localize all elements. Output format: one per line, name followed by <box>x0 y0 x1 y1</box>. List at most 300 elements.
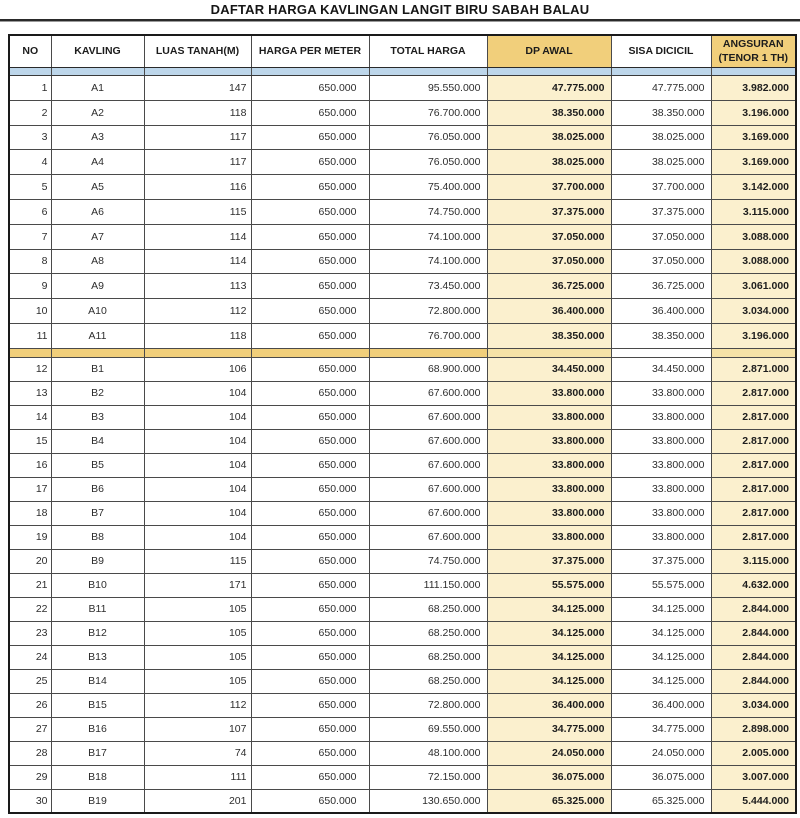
block-a-rows <box>9 76 796 349</box>
cell-no: 27 <box>9 717 51 741</box>
cell-total-harga: 67.600.000 <box>369 525 487 549</box>
cell-dp-awal: 65.325.000 <box>487 789 611 813</box>
header-luas-tanah: LUAS TANAH(M) <box>144 35 251 68</box>
cell-dp-awal: 36.400.000 <box>487 693 611 717</box>
cell-harga-per-meter: 650.000 <box>251 453 369 477</box>
cell-dp-awal: 33.800.000 <box>487 429 611 453</box>
cell-harga-per-meter: 650.000 <box>251 741 369 765</box>
cell-kavling: A2 <box>51 100 144 125</box>
cell-kavling: A1 <box>51 76 144 101</box>
cell-angsuran: 3.169.000 <box>711 150 796 175</box>
table-row <box>9 249 796 274</box>
cell-no: 8 <box>9 249 51 274</box>
cell-kavling: B16 <box>51 717 144 741</box>
cell-kavling: B2 <box>51 381 144 405</box>
cell-no: 25 <box>9 669 51 693</box>
cell-no: 4 <box>9 150 51 175</box>
cell-sisa-dicicil: 34.125.000 <box>611 645 711 669</box>
table-row <box>9 717 796 741</box>
spacer-cell <box>51 68 144 76</box>
table-row <box>9 741 796 765</box>
table-row <box>9 299 796 324</box>
cell-angsuran: 5.444.000 <box>711 789 796 813</box>
cell-dp-awal: 37.050.000 <box>487 249 611 274</box>
cell-angsuran: 2.817.000 <box>711 381 796 405</box>
table-row <box>9 429 796 453</box>
header-row <box>9 35 796 68</box>
cell-harga-per-meter: 650.000 <box>251 693 369 717</box>
cell-kavling: B15 <box>51 693 144 717</box>
spacer-cell <box>251 68 369 76</box>
cell-total-harga: 67.600.000 <box>369 501 487 525</box>
cell-kavling: B12 <box>51 621 144 645</box>
cell-no: 16 <box>9 453 51 477</box>
table-row <box>9 381 796 405</box>
cell-total-harga: 72.800.000 <box>369 299 487 324</box>
cell-luas-tanah: 107 <box>144 717 251 741</box>
cell-sisa-dicicil: 33.800.000 <box>611 381 711 405</box>
cell-angsuran: 3.115.000 <box>711 199 796 224</box>
cell-kavling: B14 <box>51 669 144 693</box>
cell-luas-tanah: 104 <box>144 501 251 525</box>
cell-harga-per-meter: 650.000 <box>251 597 369 621</box>
cell-kavling: A8 <box>51 249 144 274</box>
cell-luas-tanah: 115 <box>144 549 251 573</box>
cell-sisa-dicicil: 65.325.000 <box>611 789 711 813</box>
cell-kavling: B7 <box>51 501 144 525</box>
cell-sisa-dicicil: 34.450.000 <box>611 357 711 381</box>
cell-luas-tanah: 104 <box>144 453 251 477</box>
cell-sisa-dicicil: 34.125.000 <box>611 597 711 621</box>
cell-harga-per-meter: 650.000 <box>251 249 369 274</box>
cell-no: 10 <box>9 299 51 324</box>
cell-luas-tanah: 117 <box>144 150 251 175</box>
cell-harga-per-meter: 650.000 <box>251 621 369 645</box>
table-row <box>9 573 796 597</box>
cell-kavling: B4 <box>51 429 144 453</box>
cell-total-harga: 68.250.000 <box>369 621 487 645</box>
cell-no: 22 <box>9 597 51 621</box>
cell-harga-per-meter: 650.000 <box>251 125 369 150</box>
cell-no: 28 <box>9 741 51 765</box>
cell-sisa-dicicil: 33.800.000 <box>611 429 711 453</box>
cell-angsuran: 2.005.000 <box>711 741 796 765</box>
cell-kavling: B9 <box>51 549 144 573</box>
cell-total-harga: 68.250.000 <box>369 597 487 621</box>
cell-luas-tanah: 104 <box>144 405 251 429</box>
cell-kavling: B8 <box>51 525 144 549</box>
cell-angsuran: 2.844.000 <box>711 621 796 645</box>
cell-total-harga: 130.650.000 <box>369 789 487 813</box>
spacer-cell <box>487 348 611 357</box>
cell-dp-awal: 38.350.000 <box>487 100 611 125</box>
cell-angsuran: 2.871.000 <box>711 357 796 381</box>
cell-harga-per-meter: 650.000 <box>251 199 369 224</box>
cell-sisa-dicicil: 33.800.000 <box>611 405 711 429</box>
cell-total-harga: 72.800.000 <box>369 693 487 717</box>
table-row <box>9 175 796 200</box>
table-row <box>9 405 796 429</box>
header-dp-awal: DP AWAL <box>487 35 611 68</box>
cell-harga-per-meter: 650.000 <box>251 224 369 249</box>
cell-no: 5 <box>9 175 51 200</box>
cell-harga-per-meter: 650.000 <box>251 150 369 175</box>
cell-no: 1 <box>9 76 51 101</box>
cell-no: 7 <box>9 224 51 249</box>
cell-angsuran: 3.196.000 <box>711 323 796 348</box>
spacer-cell <box>144 348 251 357</box>
cell-luas-tanah: 104 <box>144 477 251 501</box>
cell-total-harga: 74.750.000 <box>369 549 487 573</box>
table-row <box>9 525 796 549</box>
table-row <box>9 693 796 717</box>
cell-sisa-dicicil: 33.800.000 <box>611 453 711 477</box>
cell-kavling: B5 <box>51 453 144 477</box>
spacer-cell <box>611 348 711 357</box>
table-row <box>9 765 796 789</box>
cell-kavling: B17 <box>51 741 144 765</box>
cell-luas-tanah: 105 <box>144 597 251 621</box>
cell-luas-tanah: 114 <box>144 249 251 274</box>
cell-sisa-dicicil: 55.575.000 <box>611 573 711 597</box>
cell-luas-tanah: 105 <box>144 669 251 693</box>
gold-spacer-row <box>9 348 796 357</box>
cell-angsuran: 2.817.000 <box>711 405 796 429</box>
header-harga-per-meter: HARGA PER METER <box>251 35 369 68</box>
spacer-cell <box>9 348 51 357</box>
cell-total-harga: 74.100.000 <box>369 224 487 249</box>
cell-luas-tanah: 115 <box>144 199 251 224</box>
cell-kavling: A5 <box>51 175 144 200</box>
cell-luas-tanah: 117 <box>144 125 251 150</box>
spacer-cell <box>9 68 51 76</box>
cell-angsuran: 2.817.000 <box>711 501 796 525</box>
table-row <box>9 501 796 525</box>
cell-luas-tanah: 105 <box>144 645 251 669</box>
cell-no: 3 <box>9 125 51 150</box>
spacer-cell <box>369 68 487 76</box>
cell-dp-awal: 34.775.000 <box>487 717 611 741</box>
cell-harga-per-meter: 650.000 <box>251 669 369 693</box>
cell-harga-per-meter: 650.000 <box>251 175 369 200</box>
cell-angsuran: 3.982.000 <box>711 76 796 101</box>
table-header <box>9 35 796 76</box>
cell-luas-tanah: 104 <box>144 525 251 549</box>
table-row <box>9 199 796 224</box>
cell-kavling: B11 <box>51 597 144 621</box>
spacer-cell <box>144 68 251 76</box>
cell-dp-awal: 33.800.000 <box>487 381 611 405</box>
cell-total-harga: 74.750.000 <box>369 199 487 224</box>
cell-dp-awal: 36.400.000 <box>487 299 611 324</box>
cell-sisa-dicicil: 37.050.000 <box>611 224 711 249</box>
cell-harga-per-meter: 650.000 <box>251 501 369 525</box>
cell-angsuran: 3.196.000 <box>711 100 796 125</box>
cell-dp-awal: 37.050.000 <box>487 224 611 249</box>
cell-kavling: B1 <box>51 357 144 381</box>
cell-angsuran: 3.007.000 <box>711 765 796 789</box>
cell-sisa-dicicil: 37.375.000 <box>611 199 711 224</box>
cell-dp-awal: 47.775.000 <box>487 76 611 101</box>
cell-total-harga: 68.900.000 <box>369 357 487 381</box>
table-row <box>9 669 796 693</box>
cell-angsuran: 4.632.000 <box>711 573 796 597</box>
table-row <box>9 323 796 348</box>
cell-kavling: B19 <box>51 789 144 813</box>
cell-dp-awal: 34.125.000 <box>487 597 611 621</box>
cell-kavling: A4 <box>51 150 144 175</box>
cell-sisa-dicicil: 37.700.000 <box>611 175 711 200</box>
header-no: NO <box>9 35 51 68</box>
cell-sisa-dicicil: 24.050.000 <box>611 741 711 765</box>
cell-no: 26 <box>9 693 51 717</box>
cell-total-harga: 68.250.000 <box>369 645 487 669</box>
cell-total-harga: 74.100.000 <box>369 249 487 274</box>
cell-luas-tanah: 114 <box>144 224 251 249</box>
cell-total-harga: 48.100.000 <box>369 741 487 765</box>
cell-dp-awal: 55.575.000 <box>487 573 611 597</box>
table-row <box>9 224 796 249</box>
cell-sisa-dicicil: 38.025.000 <box>611 125 711 150</box>
cell-luas-tanah: 74 <box>144 741 251 765</box>
spacer-cell <box>711 68 796 76</box>
cell-dp-awal: 36.725.000 <box>487 274 611 299</box>
cell-sisa-dicicil: 36.725.000 <box>611 274 711 299</box>
cell-dp-awal: 38.025.000 <box>487 125 611 150</box>
cell-no: 13 <box>9 381 51 405</box>
table-row <box>9 274 796 299</box>
spacer-cell <box>251 348 369 357</box>
cell-angsuran: 3.169.000 <box>711 125 796 150</box>
cell-angsuran: 3.115.000 <box>711 549 796 573</box>
cell-total-harga: 95.550.000 <box>369 76 487 101</box>
cell-no: 20 <box>9 549 51 573</box>
spacer-cell <box>611 68 711 76</box>
cell-no: 18 <box>9 501 51 525</box>
cell-total-harga: 67.600.000 <box>369 381 487 405</box>
cell-total-harga: 111.150.000 <box>369 573 487 597</box>
cell-harga-per-meter: 650.000 <box>251 76 369 101</box>
cell-dp-awal: 34.125.000 <box>487 621 611 645</box>
cell-sisa-dicicil: 38.350.000 <box>611 323 711 348</box>
cell-total-harga: 68.250.000 <box>369 669 487 693</box>
table-row <box>9 76 796 101</box>
cell-sisa-dicicil: 34.775.000 <box>611 717 711 741</box>
spacer-cell <box>369 348 487 357</box>
cell-kavling: A9 <box>51 274 144 299</box>
cell-total-harga: 75.400.000 <box>369 175 487 200</box>
cell-harga-per-meter: 650.000 <box>251 429 369 453</box>
cell-harga-per-meter: 650.000 <box>251 549 369 573</box>
cell-dp-awal: 33.800.000 <box>487 525 611 549</box>
cell-dp-awal: 33.800.000 <box>487 477 611 501</box>
cell-total-harga: 76.700.000 <box>369 100 487 125</box>
blue-spacer-row <box>9 68 796 76</box>
header-kavling: KAVLING <box>51 35 144 68</box>
cell-no: 15 <box>9 429 51 453</box>
header-total-harga: TOTAL HARGA <box>369 35 487 68</box>
cell-angsuran: 2.817.000 <box>711 525 796 549</box>
cell-dp-awal: 36.075.000 <box>487 765 611 789</box>
cell-dp-awal: 34.125.000 <box>487 645 611 669</box>
cell-no: 30 <box>9 789 51 813</box>
cell-sisa-dicicil: 36.075.000 <box>611 765 711 789</box>
cell-sisa-dicicil: 36.400.000 <box>611 299 711 324</box>
cell-no: 11 <box>9 323 51 348</box>
cell-angsuran: 3.088.000 <box>711 224 796 249</box>
cell-angsuran: 2.817.000 <box>711 453 796 477</box>
cell-luas-tanah: 105 <box>144 621 251 645</box>
cell-sisa-dicicil: 34.125.000 <box>611 621 711 645</box>
spacer-cell <box>487 68 611 76</box>
cell-kavling: B3 <box>51 405 144 429</box>
cell-no: 9 <box>9 274 51 299</box>
cell-kavling: B10 <box>51 573 144 597</box>
cell-harga-per-meter: 650.000 <box>251 573 369 597</box>
table-row <box>9 453 796 477</box>
cell-sisa-dicicil: 47.775.000 <box>611 76 711 101</box>
cell-dp-awal: 33.800.000 <box>487 405 611 429</box>
cell-sisa-dicicil: 37.375.000 <box>611 549 711 573</box>
cell-sisa-dicicil: 36.400.000 <box>611 693 711 717</box>
cell-kavling: A6 <box>51 199 144 224</box>
table-row <box>9 125 796 150</box>
cell-angsuran: 2.817.000 <box>711 477 796 501</box>
cell-kavling: B6 <box>51 477 144 501</box>
cell-luas-tanah: 201 <box>144 789 251 813</box>
block-b-rows <box>9 357 796 813</box>
cell-harga-per-meter: 650.000 <box>251 717 369 741</box>
cell-dp-awal: 34.450.000 <box>487 357 611 381</box>
cell-sisa-dicicil: 38.350.000 <box>611 100 711 125</box>
cell-luas-tanah: 116 <box>144 175 251 200</box>
cell-sisa-dicicil: 33.800.000 <box>611 525 711 549</box>
cell-total-harga: 73.450.000 <box>369 274 487 299</box>
gold-spacer-block <box>9 348 796 357</box>
cell-no: 23 <box>9 621 51 645</box>
cell-no: 14 <box>9 405 51 429</box>
cell-luas-tanah: 113 <box>144 274 251 299</box>
cell-harga-per-meter: 650.000 <box>251 525 369 549</box>
cell-harga-per-meter: 650.000 <box>251 323 369 348</box>
cell-luas-tanah: 118 <box>144 323 251 348</box>
cell-kavling: A10 <box>51 299 144 324</box>
cell-luas-tanah: 106 <box>144 357 251 381</box>
cell-no: 29 <box>9 765 51 789</box>
cell-total-harga: 76.700.000 <box>369 323 487 348</box>
page-title: DAFTAR HARGA KAVLINGAN LANGIT BIRU SABAH BALAU <box>210 2 590 17</box>
cell-angsuran: 3.034.000 <box>711 693 796 717</box>
header-sisa-dicicil: SISA DICICIL <box>611 35 711 68</box>
cell-harga-per-meter: 650.000 <box>251 765 369 789</box>
cell-total-harga: 69.550.000 <box>369 717 487 741</box>
cell-luas-tanah: 147 <box>144 76 251 101</box>
cell-dp-awal: 34.125.000 <box>487 669 611 693</box>
cell-luas-tanah: 104 <box>144 429 251 453</box>
cell-harga-per-meter: 650.000 <box>251 357 369 381</box>
cell-kavling: A7 <box>51 224 144 249</box>
cell-angsuran: 3.034.000 <box>711 299 796 324</box>
cell-luas-tanah: 111 <box>144 765 251 789</box>
cell-kavling: A11 <box>51 323 144 348</box>
cell-harga-per-meter: 650.000 <box>251 100 369 125</box>
cell-no: 24 <box>9 645 51 669</box>
cell-harga-per-meter: 650.000 <box>251 381 369 405</box>
table-row <box>9 549 796 573</box>
cell-angsuran: 3.142.000 <box>711 175 796 200</box>
cell-luas-tanah: 104 <box>144 381 251 405</box>
cell-luas-tanah: 171 <box>144 573 251 597</box>
cell-dp-awal: 38.350.000 <box>487 323 611 348</box>
cell-harga-per-meter: 650.000 <box>251 789 369 813</box>
cell-angsuran: 2.844.000 <box>711 597 796 621</box>
table-row <box>9 645 796 669</box>
table-row <box>9 621 796 645</box>
cell-total-harga: 67.600.000 <box>369 453 487 477</box>
spacer-cell <box>711 348 796 357</box>
price-table <box>8 34 797 814</box>
cell-harga-per-meter: 650.000 <box>251 645 369 669</box>
cell-harga-per-meter: 650.000 <box>251 274 369 299</box>
table-row <box>9 150 796 175</box>
cell-kavling: B13 <box>51 645 144 669</box>
cell-angsuran: 3.061.000 <box>711 274 796 299</box>
cell-no: 12 <box>9 357 51 381</box>
cell-dp-awal: 33.800.000 <box>487 501 611 525</box>
table-row <box>9 597 796 621</box>
cell-dp-awal: 38.025.000 <box>487 150 611 175</box>
header-angsuran: ANGSURAN (TENOR 1 TH) <box>711 35 796 68</box>
cell-luas-tanah: 118 <box>144 100 251 125</box>
cell-total-harga: 67.600.000 <box>369 429 487 453</box>
cell-harga-per-meter: 650.000 <box>251 299 369 324</box>
cell-kavling: A3 <box>51 125 144 150</box>
cell-dp-awal: 37.375.000 <box>487 549 611 573</box>
title-divider <box>0 19 800 22</box>
cell-harga-per-meter: 650.000 <box>251 477 369 501</box>
cell-no: 19 <box>9 525 51 549</box>
cell-dp-awal: 24.050.000 <box>487 741 611 765</box>
cell-total-harga: 67.600.000 <box>369 405 487 429</box>
cell-no: 21 <box>9 573 51 597</box>
cell-total-harga: 76.050.000 <box>369 150 487 175</box>
cell-no: 6 <box>9 199 51 224</box>
cell-no: 2 <box>9 100 51 125</box>
cell-angsuran: 2.817.000 <box>711 429 796 453</box>
cell-angsuran: 3.088.000 <box>711 249 796 274</box>
table-row <box>9 100 796 125</box>
cell-kavling: B18 <box>51 765 144 789</box>
cell-total-harga: 67.600.000 <box>369 477 487 501</box>
cell-total-harga: 72.150.000 <box>369 765 487 789</box>
cell-luas-tanah: 112 <box>144 299 251 324</box>
cell-angsuran: 2.898.000 <box>711 717 796 741</box>
table-row <box>9 357 796 381</box>
cell-angsuran: 2.844.000 <box>711 669 796 693</box>
table-row <box>9 477 796 501</box>
cell-total-harga: 76.050.000 <box>369 125 487 150</box>
cell-dp-awal: 37.700.000 <box>487 175 611 200</box>
cell-dp-awal: 37.375.000 <box>487 199 611 224</box>
cell-no: 17 <box>9 477 51 501</box>
cell-sisa-dicicil: 38.025.000 <box>611 150 711 175</box>
spacer-cell <box>51 348 144 357</box>
cell-sisa-dicicil: 37.050.000 <box>611 249 711 274</box>
cell-luas-tanah: 112 <box>144 693 251 717</box>
cell-dp-awal: 33.800.000 <box>487 453 611 477</box>
cell-sisa-dicicil: 34.125.000 <box>611 669 711 693</box>
cell-sisa-dicicil: 33.800.000 <box>611 501 711 525</box>
